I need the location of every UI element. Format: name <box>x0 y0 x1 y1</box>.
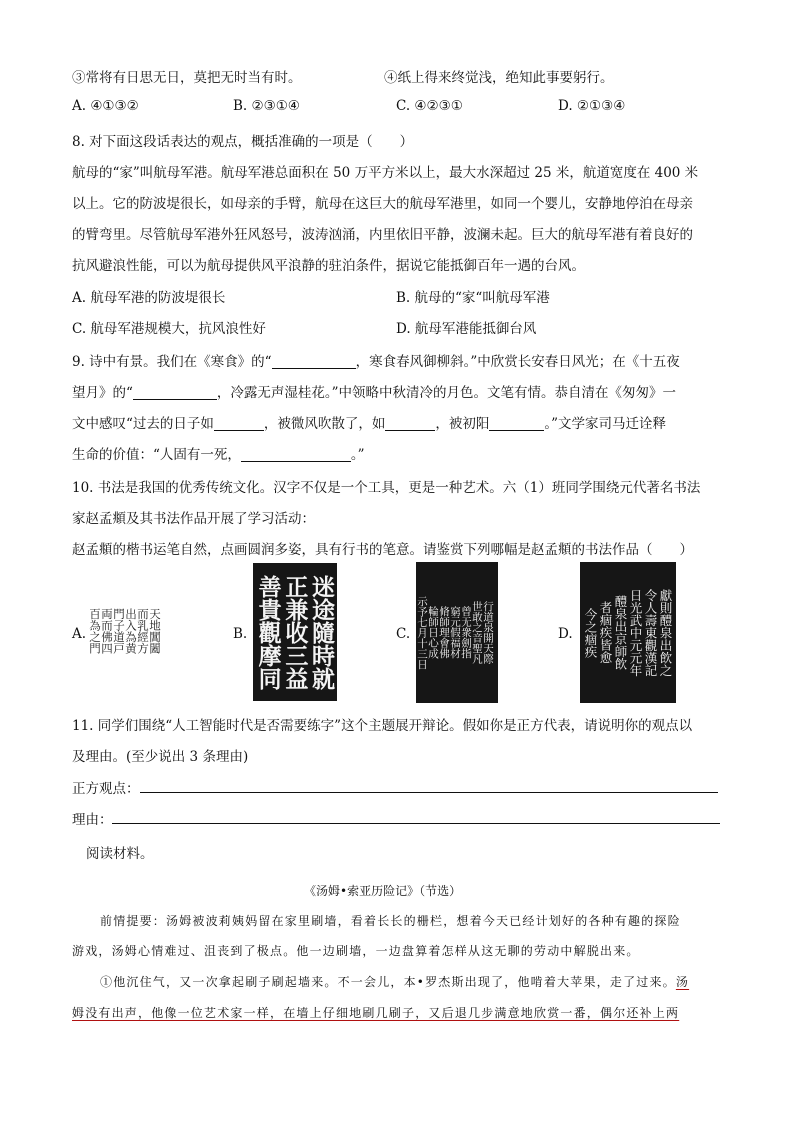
reading-underlined-text: 姆没有出声，他像一位艺术家一样，在墙上仔细地刷几刷子，又后退几步满意地欣赏一番，偶尔还补上两 <box>72 1006 680 1020</box>
calligraphy-image-c[interactable] <box>416 562 498 703</box>
q9-line-2 <box>72 381 676 401</box>
answer-blank[interactable] <box>489 416 544 431</box>
q10-option-a-label[interactable]: A. <box>72 626 87 642</box>
q11-reason-label: 理由： <box>72 812 113 828</box>
calligraphy-column: 輪師日心成 <box>427 606 439 659</box>
q8-passage-line: 抗风避浪性能，可以为航母提供风平浪静的驻泊条件，据说它能抵御百年一遇的台风。 <box>72 258 585 274</box>
calligraphy-column: 天地閶闔 <box>148 608 162 654</box>
q8-passage-line: 以上。它的防波堤很长，如母亲的手臂，航母在这巨大的航母军港里，如同一个婴儿，安静地停泊在母亲 <box>72 196 693 212</box>
q10-line-3: 赵孟頫的楷书运笔自然，点画圆润多姿，具有行书的笔意。请鉴赏下列哪幅是赵孟頫的书法作品（ ） <box>72 542 693 558</box>
calligraphy-column: 示予七月十三日 <box>416 595 428 670</box>
calligraphy-column: 而乳經方 <box>136 608 150 654</box>
calligraphy-column: 曾无衆劍指 <box>460 606 472 659</box>
q9-text: 生命的价值：“人固有一死， <box>72 447 241 463</box>
q11-reason-answer-line[interactable] <box>112 823 720 824</box>
calligraphy-column: 行道泉開天際 <box>482 601 494 664</box>
q9-text: 文中感叹“过去的日子如 <box>72 416 214 432</box>
q9-text: ，寒食春风御柳斜。”中欣赏长安春日风光；在《十五夜 <box>355 354 680 370</box>
q7-option-c[interactable]: C. ④②③① <box>396 98 463 114</box>
reading-paragraph-1 <box>100 973 689 990</box>
answer-blank[interactable] <box>272 354 356 369</box>
calligraphy-column: 迷途隨時就 <box>308 574 335 690</box>
q9-line-4 <box>72 443 365 463</box>
answer-blank[interactable] <box>133 385 217 400</box>
calligraphy-column: 日光武中元元年 <box>628 588 643 677</box>
calligraphy-column: 両而佛四 <box>100 608 114 654</box>
q9-text: 。” <box>350 447 365 463</box>
reading-underlined-text: 汤 <box>675 975 690 989</box>
q11-line-1: 11. 同学们围绕“人工智能时代是否需要练字”这个主题展开辩论。假如你是正方代表，请说明你的观点以 <box>72 718 693 734</box>
calligraphy-column: 者痼疾皆愈 <box>598 601 613 664</box>
calligraphy-column: 百為之門 <box>88 608 102 654</box>
calligraphy-column: 正兼收三益 <box>281 574 309 690</box>
calligraphy-column: 門子道戸 <box>112 608 126 654</box>
answer-blank[interactable] <box>241 447 351 462</box>
q7-option-a[interactable]: A. ④①③② <box>72 98 139 114</box>
q8-passage-line: 航母的“家”叫航母军港。航母军港总面积在 50 万平方米以上，最大水深超过 25 米，航道宽度在 400 米 <box>72 165 699 181</box>
calligraphy-column: 令人壽東觀漢記 <box>643 588 658 677</box>
answer-blank[interactable] <box>214 416 264 431</box>
calligraphy-column: 醴泉出京師飲 <box>613 595 628 670</box>
q10-line-2: 家赵孟頫及其书法作品开展了学习活动： <box>72 511 315 527</box>
q7-option-b[interactable]: B. ②③①④ <box>233 98 300 114</box>
q9-line-3 <box>72 412 666 432</box>
q10-line-1: 10. 书法是我国的优秀传统文化。汉字不仅是一个工具，更是一种艺术。六（1）班同学围绕元代著名书法 <box>72 480 701 496</box>
q10-option-c-label[interactable]: C. <box>396 626 411 642</box>
q9-text: ，冷露无声湿桂花。”中领略中秋清冷的月色。文笔有情。恭自清在《匆匆》一 <box>216 385 677 401</box>
q7-option-d[interactable]: D. ②①③④ <box>558 98 626 114</box>
q11-view-label: 正方观点： <box>72 781 140 797</box>
reading-title: 《汤姆•索亚历险记》（节选） <box>304 884 462 898</box>
q10-option-b-label[interactable]: B. <box>233 626 248 642</box>
q10-option-d-label[interactable]: D. <box>558 626 573 642</box>
q9-text: ，被微风吹散了，如 <box>263 416 386 432</box>
calligraphy-image-a[interactable] <box>90 567 162 695</box>
calligraphy-column: 世敢之音聖凡 <box>471 601 483 664</box>
q8-stem: 8. 对下面这段话表达的观点，概括准确的一项是（ ） <box>72 134 414 150</box>
q9-line-1 <box>72 350 680 370</box>
q8-option-d[interactable]: D. 航母军港能抵御台风 <box>396 321 537 337</box>
reading-preface-line: 游戏，汤姆心情难过、沮丧到了极点。他一边刷墙，一边盘算着怎样从这无聊的劳动中解脱出来。 <box>72 944 640 958</box>
calligraphy-column: 獻則醴泉出飲之 <box>658 588 673 677</box>
q8-passage-line: 的臂弯里。尽管航母军港外狂风怒号，波涛汹涌，内里依旧平静，波澜未起。巨大的航母军港有着良好的 <box>72 227 693 243</box>
q9-text: 9. 诗中有景。我们在《寒食》的“ <box>72 354 272 370</box>
q9-text: 望月》的“ <box>72 385 133 401</box>
reading-text: ①他沉住气，又一次拿起刷子刷起墙来。不一会儿，本•罗杰斯出现了，他啃着大苹果，走了过来。 <box>100 975 676 989</box>
calligraphy-column: 善貴觀摩同 <box>254 574 282 690</box>
reading-preface-line: 前情提要：汤姆被波莉姨妈留在家里刷墙，看着长长的栅栏，想着今天已经计划好的各种有趣的探险 <box>100 914 681 928</box>
q8-option-a[interactable]: A. 航母军港的防波堤很长 <box>72 290 226 306</box>
q7-item-4: ④纸上得来终觉浅，绝知此事要躬行。 <box>384 70 614 86</box>
q11-view-answer-line[interactable] <box>140 792 718 793</box>
q8-option-b[interactable]: B. 航母的“家“叫航母军港 <box>396 290 550 306</box>
calligraphy-column: 出入為黄 <box>124 608 138 654</box>
q8-option-c[interactable]: C. 航母军港规模大，抗风浪性好 <box>72 321 266 337</box>
calligraphy-image-b[interactable] <box>253 563 337 701</box>
calligraphy-column: 脩師理會佛 <box>438 606 450 659</box>
q9-text: 。”文学家司马迁诠释 <box>544 416 667 432</box>
q11-line-2: 及理由。(至少说出 3 条理由) <box>72 749 249 765</box>
calligraphy-image-d[interactable] <box>580 562 676 703</box>
calligraphy-column: 今之痼疾 <box>583 607 598 658</box>
answer-blank[interactable] <box>385 416 435 431</box>
q7-item-3: ③常将有日思无日，莫把无时当有时。 <box>72 70 302 86</box>
calligraphy-column: 窮元假福材 <box>449 606 461 659</box>
reading-intro: 阅读材料。 <box>86 846 154 862</box>
q9-text: ，被初阳 <box>435 416 490 432</box>
